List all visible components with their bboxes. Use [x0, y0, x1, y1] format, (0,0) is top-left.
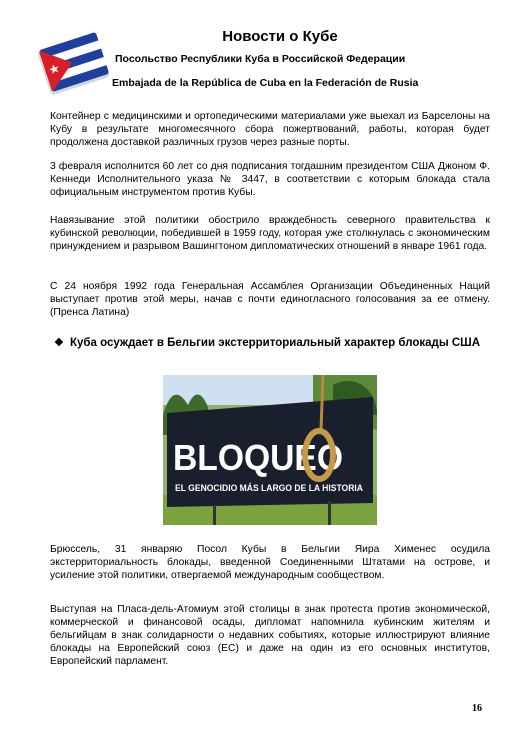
- paragraph: 3 февраля исполнится 60 лет со дня подписания тогдашним президентом США Джоном Ф. Кеннеди Исполнительного указа № 3447, в соответствии с которым блокада стала официальным инструментом против Кубы.: [50, 161, 490, 198]
- paragraph: Контейнер с медицинскими и ортопедическими материалами уже выехал из Барселоны на Кубу в результате многомесячного сбора пожертвований, работы, которая будет продолжена доставкой различных грузов через разные порты.: [50, 111, 490, 148]
- section-heading: [54, 336, 481, 350]
- paragraph: Навязывание этой политики обострило враждебность северного правительства к кубинской революции, победившей в 1959 году, которая уже столкнулась с экономическим принуждением и разрывом Вашингтоном дипломатических отношений в январе 1961 года.: [50, 215, 490, 252]
- embassy-name-es: Embajada de la República de Cuba en la Federación de Rusia: [112, 77, 419, 89]
- embassy-name-ru: Посольство Республики Куба в Российской Федерации: [115, 53, 406, 65]
- bullet-icon: ❖: [54, 337, 64, 349]
- page-number: 16: [472, 703, 482, 714]
- billboard-caption: EL GENOCIDIO MÁS LARGO DE LA HISTORIA: [175, 483, 364, 493]
- paragraph: Выступая на Пласа-дель-Атомиум этой столицы в знак протеста против экономической, коммерческой и финансовой осады, дипломат напомнила кубинским жителям и бельгийцам в знак солидарности о недавних событиях, которые иллюстрируют влияние блокады на Европейский союз (ЕС) и даже на один из его основных институтов, Европейский парламент.: [50, 604, 490, 667]
- bloqueo-billboard-photo: [163, 375, 377, 525]
- paragraph: Брюссель, 31 январяю Посол Кубы в Бельгии Яира Хименес осудила экстерриториальность блокады, введенной Соединенными Штатами на острове, и усиление этой политики, отвергаемой международным сообществом.: [50, 544, 490, 581]
- section-heading-text: Куба осуждает в Бельгии экстерриториальный характер блокады США: [70, 337, 481, 349]
- billboard-word: BLOQUEO: [173, 437, 343, 478]
- page-title: Новости о Кубе: [222, 28, 338, 45]
- paragraph: С 24 ноября 1992 года Генеральная Ассамблея Организации Объединенных Наций выступает против этой меры, начав с почти единогласного голосования за ее отмену. (Пренса Латина): [50, 281, 490, 318]
